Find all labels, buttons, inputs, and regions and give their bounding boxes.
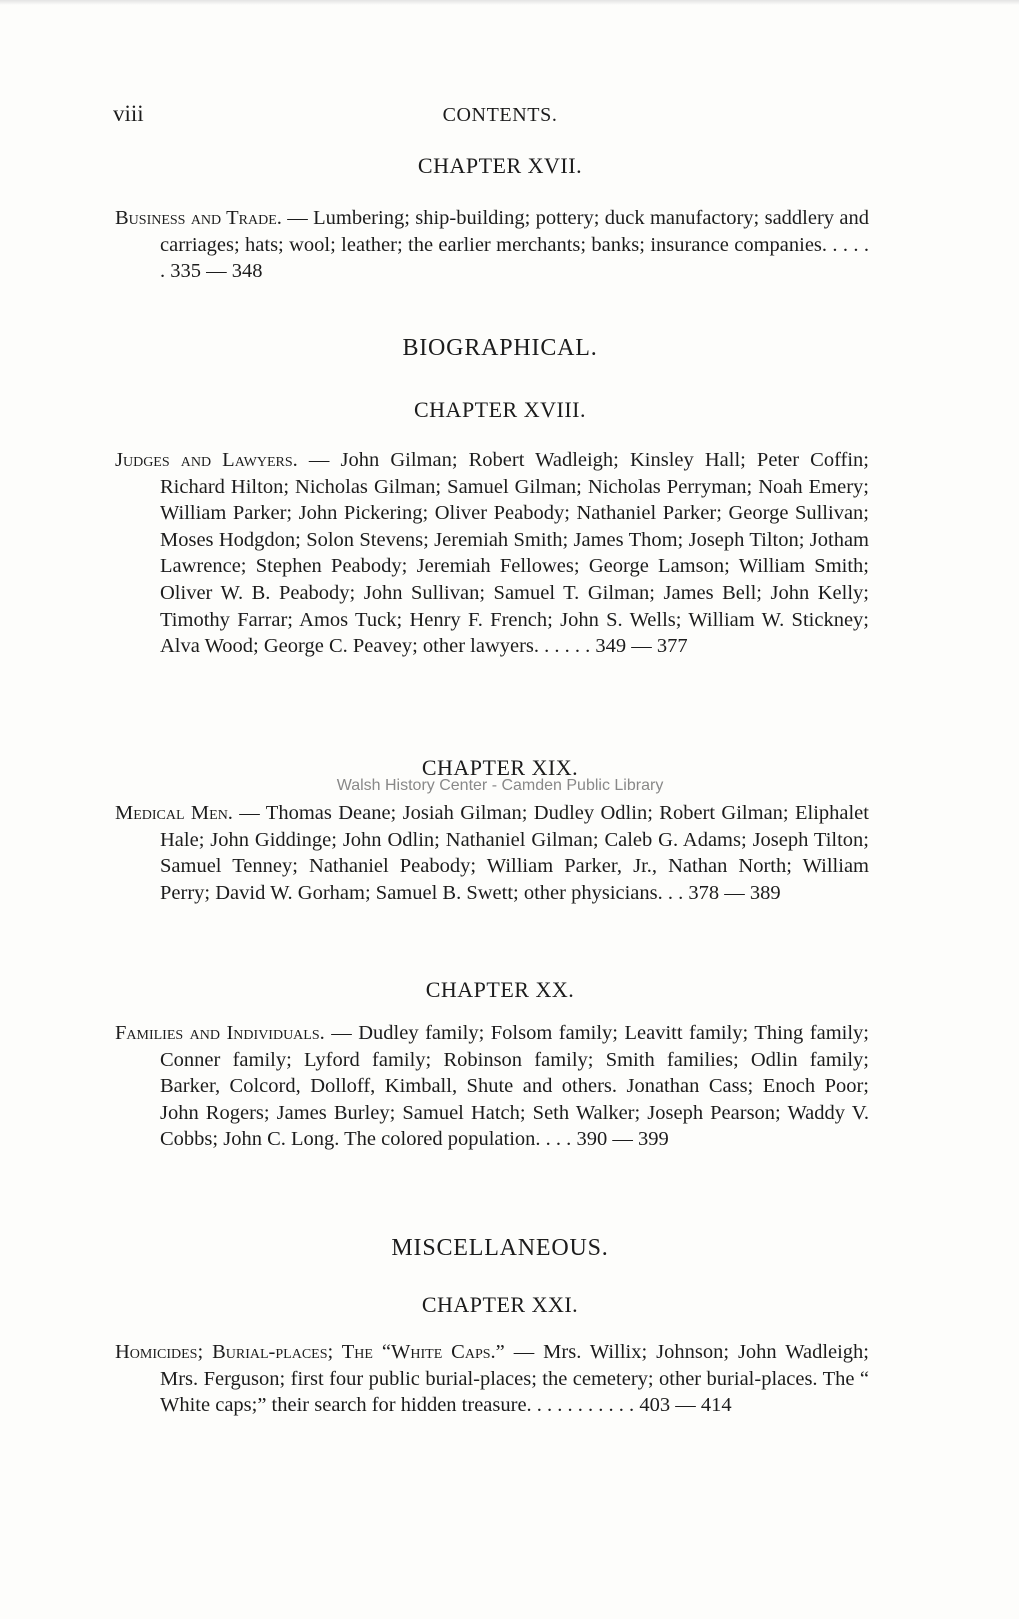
chapter-18-pages: 349 — 377 (595, 635, 688, 658)
chapter-17-heading: Business and Trade. (115, 207, 282, 229)
chapter-17-text: — Lumbering; ship-building; pottery; duck manufactory; saddlery and carriages; hats; wool; leather; the earlier merchants; banks; insurance companies. . . . . . (160, 207, 870, 283)
chapter-20-text: — Dudley family; Folsom family; Leavitt family; Thing family; Conner family; Lyford family; Robinson family; Smith families; Odlin family; Barker, Colcord, Dolloff, Kimball, Shute and others. Jonathan Cass; Enoch Poor; John Rogers; James Burley; Samuel Hatch; Seth Walker; Joseph Pearson; Waddy V. Cobbs; John C. Long. The colored population. . . . (160, 1022, 870, 1151)
page-edge (0, 0, 1019, 5)
chapter-18-heading: Judges and Lawyers. (115, 449, 298, 471)
page-number: viii (113, 101, 144, 126)
chapter-21-entry (115, 1339, 869, 1419)
section-miscellaneous: MISCELLANEOUS. (391, 1235, 609, 1261)
chapter-21-pages: 403 — 414 (639, 1394, 732, 1417)
chapter-20-title: CHAPTER XX. (425, 977, 575, 1002)
chapter-18-title: CHAPTER XVIII. (414, 397, 586, 422)
chapter-18-entry (115, 447, 869, 660)
chapter-18-text: — John Gilman; Robert Wadleigh; Kinsley Hall; Peter Coffin; Richard Hilton; Nicholas Gilman; Samuel Gilman; Nicholas Perryman; Noah Emery; William Parker; John Pickering; Oliver Peabody; Nathaniel Parker; George Sullivan; Moses Hodgdon; Solon Stevens; Jeremiah Smith; James Thom; Joseph Tilton; Jotham Lawrence; Stephen Peabody; Jeremiah Fellowes; George Lamson; William Smith; Oliver W. B. Peabody; John Sullivan; Samuel T. Gilman; James Bell; John Kelly; Timothy Farrar; Amos Tuck; Henry F. French; John S. Wells; William W. Stickney; Alva Wood; George C. Peavey; other lawyers. . . . . . (160, 449, 869, 658)
running-title: CONTENTS. (442, 104, 558, 126)
chapter-17-pages: 335 — 348 (170, 260, 263, 283)
chapter-21-text: — Mrs. Willix; Johnson; John Wadleigh; Mrs. Ferguson; first four public burial-places; the cemetery; other burial-places. The “ White caps;” their search for hidden treasure. . . . . . . . . . . (160, 1341, 870, 1417)
chapter-19-title: CHAPTER XIX. (421, 755, 579, 780)
chapter-20-pages: 390 — 399 (576, 1128, 669, 1151)
chapter-20-entry (115, 1020, 869, 1153)
chapter-19-pages: 378 — 389 (688, 881, 781, 904)
chapter-21-heading: Homicides; Burial-places; The “White Caps.” (115, 1341, 505, 1363)
chapter-17-title: CHAPTER XVII. (417, 153, 583, 178)
chapter-21-title: CHAPTER XXI. (421, 1292, 579, 1317)
chapter-20-heading: Families and Individuals. (115, 1022, 325, 1044)
section-biographical: BIOGRAPHICAL. (402, 335, 598, 361)
chapter-19-entry (115, 800, 869, 906)
chapter-17-entry (115, 205, 869, 285)
chapter-19-text: — Thomas Deane; Josiah Gilman; Dudley Odlin; Robert Gilman; Eliphalet Hale; John Giddinge; John Odlin; Nathaniel Gilman; Caleb G. Adams; Joseph Tilton; Samuel Tenney; Nathaniel Peabody; William Parker, Jr., Nathan North; William Perry; David W. Gorham; Samuel B. Swett; other physicians. . . (160, 802, 869, 904)
chapter-19-heading: Medical Men. (115, 802, 233, 824)
library-watermark: Walsh History Center - Camden Public Library (336, 777, 664, 794)
